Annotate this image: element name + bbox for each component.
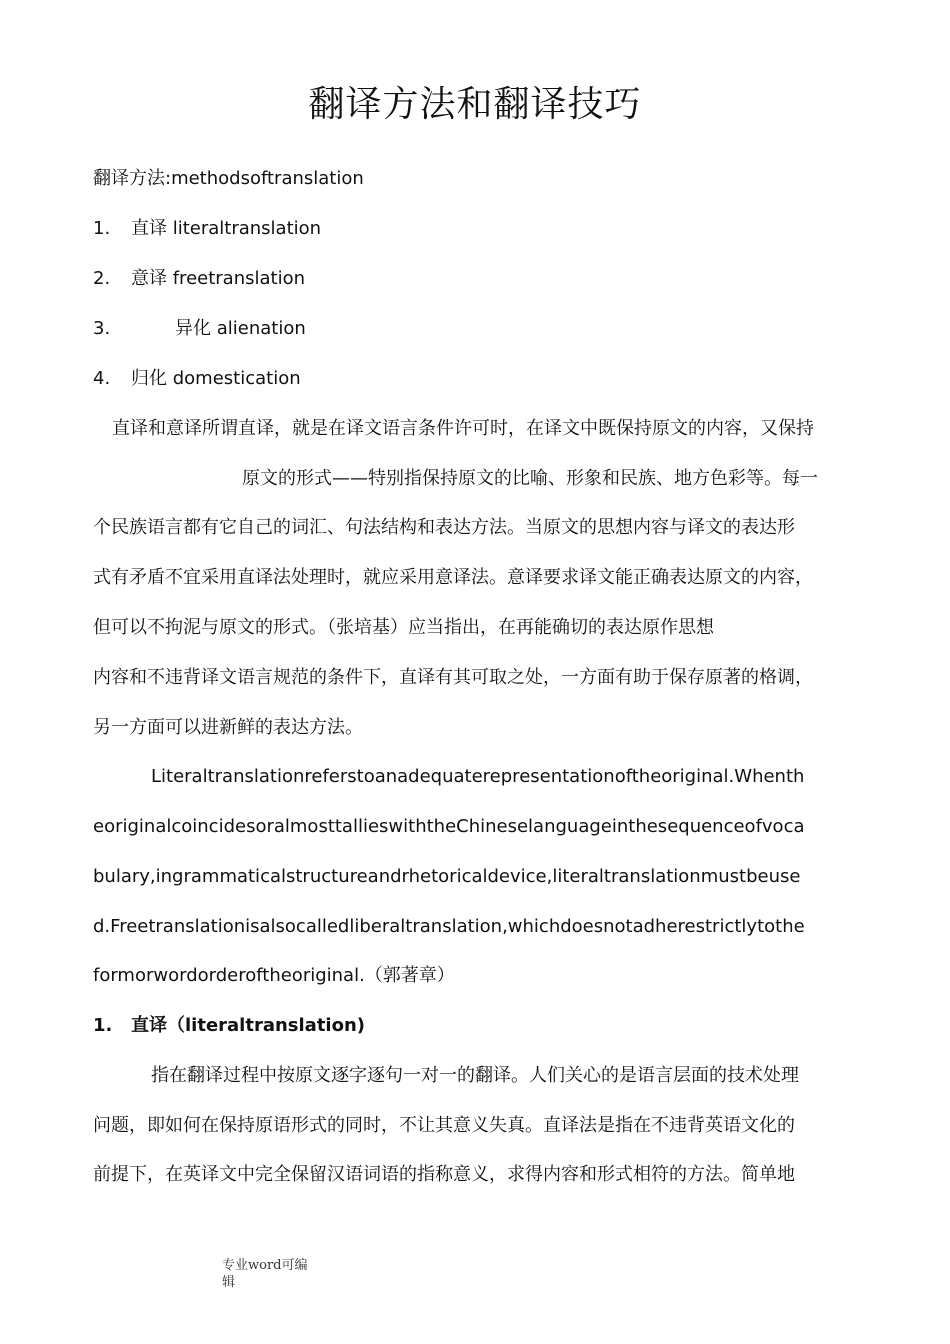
page-footer — [222, 1257, 322, 1291]
section-title: 直译（literaltranslation) — [131, 1015, 365, 1036]
section-heading — [93, 1014, 365, 1038]
paragraph-line: 前提下，在英译文中完全保留汉语词语的指称意义，求得内容和形式相符的方法。简单地 — [93, 1164, 795, 1185]
list-text: 意译 freetranslation — [131, 268, 305, 289]
list-text: 直译 literaltranslation — [131, 218, 322, 239]
paragraph-line: 直译和意译所谓直译，就是在译文语言条件许可时，在译文中既保持原文的内容，又保持 — [112, 418, 814, 439]
footer-line: 专业word可编 — [222, 1258, 308, 1273]
list-number: 2. — [93, 268, 111, 289]
paragraph-line: 内容和不违背译文语言规范的条件下，直译有其可取之处，一方面有助于保存原著的格调， — [93, 667, 813, 688]
methods-heading: 翻译方法:methodsoftranslation — [93, 168, 364, 189]
list-item — [93, 317, 306, 341]
list-item — [93, 217, 321, 241]
paragraph-line: 问题，即如何在保持原语形式的同时，不让其意义失真。直译法是指在不违背英语文化的 — [93, 1115, 795, 1136]
list-number: 1. — [93, 218, 111, 239]
section-number: 1. — [93, 1015, 113, 1036]
paragraph-line: 式有矛盾不宜采用直译法处理时，就应采用意译法。意译要求译文能正确表达原文的内容， — [93, 567, 813, 588]
paragraph-line: 个民族语言都有它自己的词汇、句法结构和表达方法。当原文的思想内容与译文的表达形 — [93, 517, 795, 538]
paragraph-line: eoriginalcoincidesoralmosttallieswiththeChineselanguageinthesequenceofvoca — [93, 816, 805, 837]
paragraph-line: 指在翻译过程中按原文逐字逐句一对一的翻译。人们关心的是语言层面的技术处理 — [151, 1065, 799, 1086]
list-item — [93, 267, 305, 291]
list-number: 3. — [93, 318, 111, 339]
document-title: 翻译方法和翻译技巧 — [308, 84, 642, 125]
paragraph-line: bulary,ingrammaticalstructureandrhetoricaldevice,literaltranslationmustbeuse — [93, 866, 801, 887]
paragraph-line: 另一方面可以进新鲜的表达方法。 — [93, 717, 363, 738]
list-number: 4. — [93, 368, 111, 389]
list-text: 异化 alienation — [175, 318, 306, 339]
paragraph-line: Literaltranslationreferstoanadequaterepresentationoftheoriginal.Whenth — [151, 766, 805, 787]
paragraph-line: formorwordorderoftheoriginal.（郭著章） — [93, 965, 455, 986]
footer-line: 辑 — [222, 1275, 236, 1290]
paragraph-line: 但可以不拘泥与原文的形式。（张培基）应当指出，在再能确切的表达原作思想 — [93, 617, 714, 638]
list-item — [93, 367, 301, 391]
list-text: 归化 domestication — [131, 368, 301, 389]
paragraph-line: d.Freetranslationisalsocalledliberaltranslation,whichdoesnotadherestrictlytothe — [93, 916, 805, 937]
paragraph-line: 原文的形式——特别指保持原文的比喻、形象和民族、地方色彩等。每一 — [242, 468, 818, 489]
